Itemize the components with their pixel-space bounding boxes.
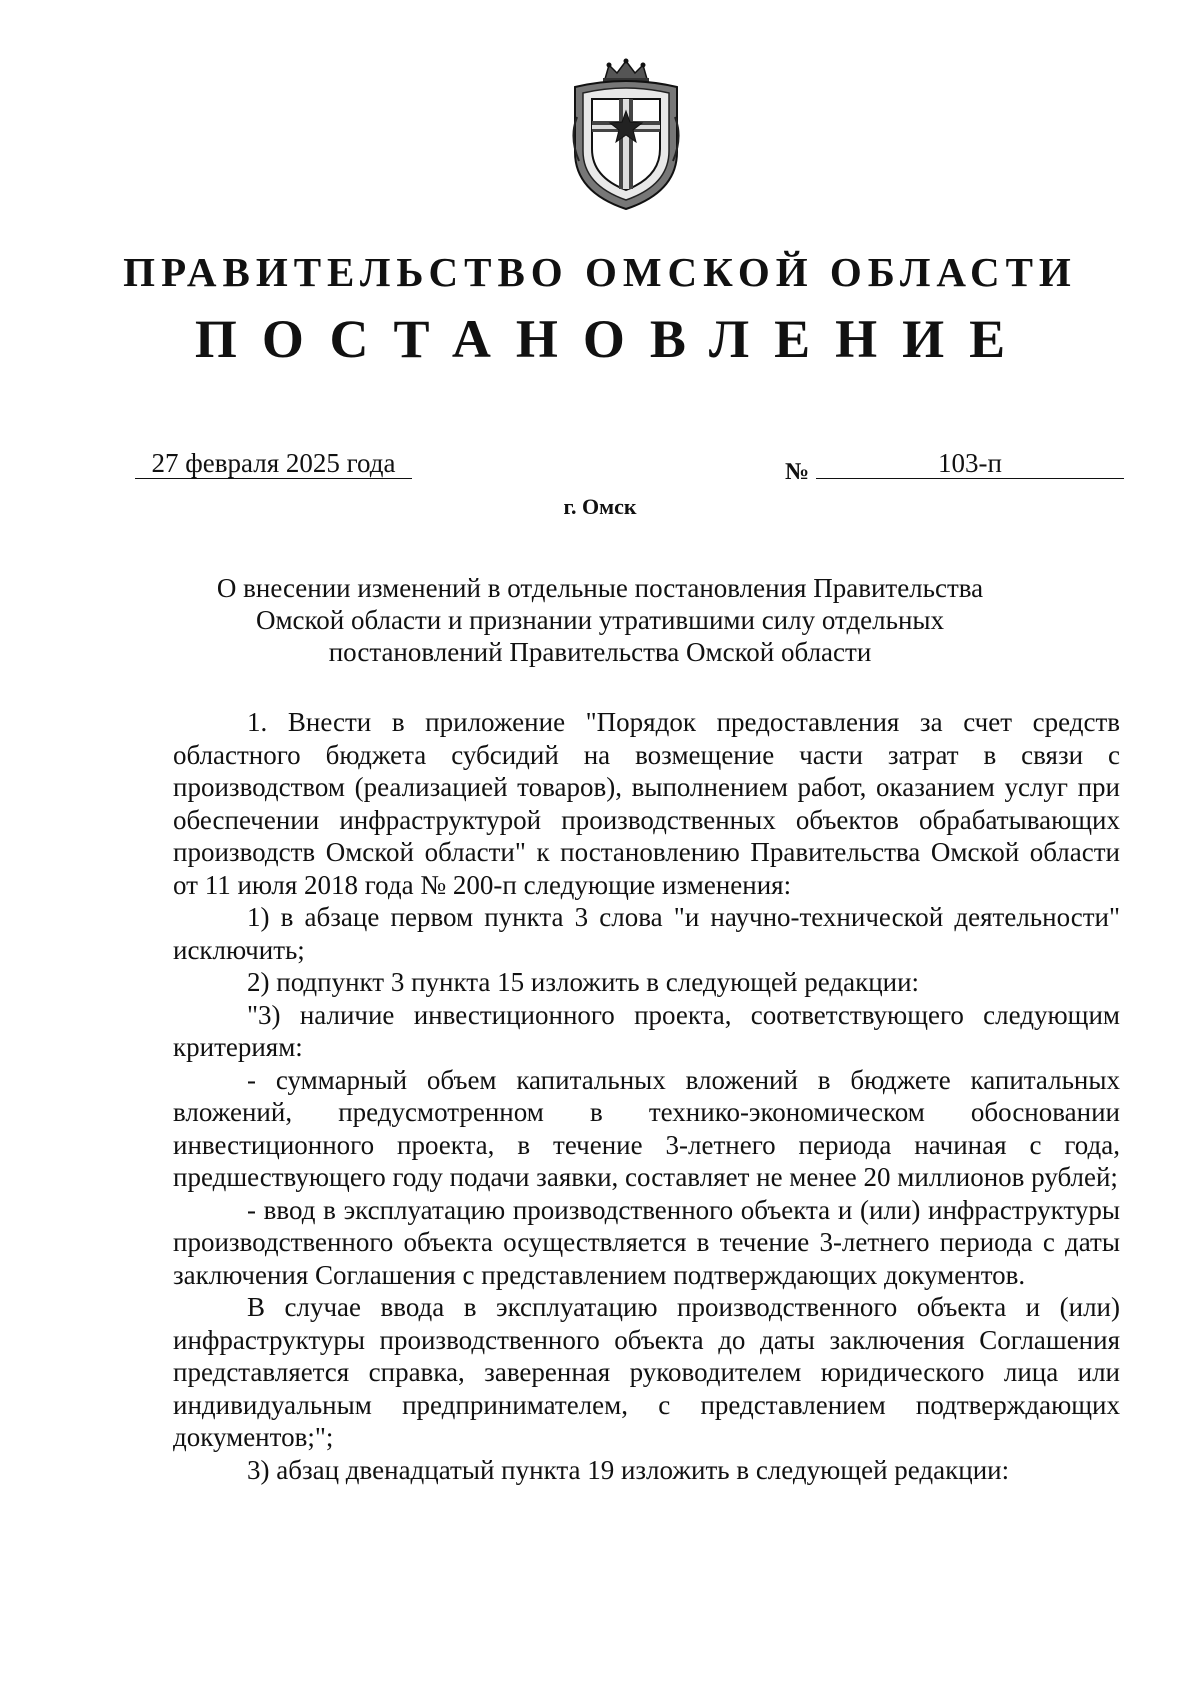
document-body [173, 706, 1120, 1486]
body-paragraph: В случае ввода в эксплуатацию производственного объекта и (или) инфраструктуры производственного объекта до даты заключения Соглашения представляется справка, заверенная руководителем юридического лица или индивидуальным предпринимателем, с представлением подтверждающих документов;"; [173, 1292, 1120, 1452]
body-paragraph: "3) наличие инвестиционного проекта, соответствующего следующим критериям: [173, 999, 1120, 1062]
document-city: г. Омск [563, 494, 637, 519]
document-number: 103-п [816, 448, 1124, 479]
body-paragraph: 3) абзац двенадцатый пункта 19 изложить в следующей редакции: [247, 1454, 1010, 1485]
document-subject [200, 572, 1000, 668]
subject-line: Омской области и признании утратившими силу отдельных [255, 605, 945, 635]
number-sign: № [785, 459, 810, 485]
body-paragraph: 1. Внести в приложение "Порядок предоставления за счет средств областного бюджета субсидий на возмещение части затрат в связи с производством (реализацией товаров), выполнением работ, оказанием услуг при обеспечении инфраструктурой производственных объектов обрабатывающих производств Омской области" к постановлению Правительства Омской области от 11 июля 2018 года № 200-п следующие изменения: [173, 707, 1120, 900]
organization-title: ПРАВИТЕЛЬСТВО ОМСКОЙ ОБЛАСТИ [123, 249, 1077, 295]
body-paragraph: - ввод в эксплуатацию производственного объекта и (или) инфраструктуры производственного объекта осуществляется в течение 3-летнего периода с даты заключения Соглашения с представлением подтверждающих документов. [173, 1194, 1120, 1290]
subject-line: постановлений Правительства Омской области [328, 637, 872, 667]
subject-line: О внесении изменений в отдельные постановления Правительства [216, 573, 984, 603]
coat-of-arms-icon [565, 57, 687, 212]
document-date: 27 февраля 2025 года [135, 448, 412, 479]
body-paragraph: 2) подпункт 3 пункта 15 изложить в следующей редакции: [247, 967, 920, 997]
body-paragraph: - суммарный объем капитальных вложений в бюджете капитальных вложений, предусмотренном в технико-экономическом обосновании инвестиционного проекта, в течение 3-летнего периода начиная с года, предшествующего году подачи заявки, составляет не менее 20 миллионов рублей; [173, 1064, 1120, 1192]
body-paragraph: 1) в абзаце первом пункта 3 слова "и научно-технической деятельности" исключить; [173, 902, 1120, 965]
document-type-title: ПОСТАНОВЛЕНИЕ [194, 309, 1031, 369]
